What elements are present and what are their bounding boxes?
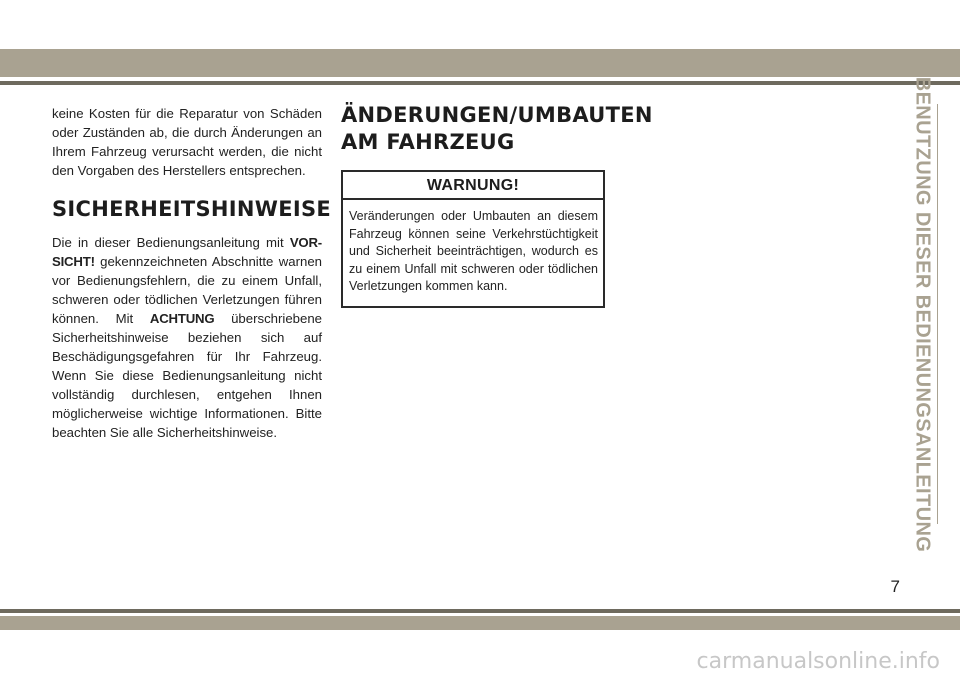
warning-box xyxy=(341,170,605,308)
modifications-heading-line1: ÄNDERUNGEN/UMBAUTEN xyxy=(341,103,653,127)
side-tab-rule xyxy=(937,104,938,524)
term-attention: ACHTUNG xyxy=(149,311,215,326)
footer-rule xyxy=(0,609,960,613)
modifications-heading xyxy=(341,102,653,156)
term-caution: VOR-SICHT! xyxy=(52,235,322,269)
page-number: 7 xyxy=(890,577,900,596)
warning-text: Veränderungen oder Umbauten an diesem Fahrzeug können seine Verkehrstüchtigkeit und Sicherheit beeinträchtigen, wodurch es zu einem Unfall mit schweren oder tödlichen Verletzungen kommen kann. xyxy=(349,209,598,293)
chapter-side-label: BENUTZUNG DIESER BEDIENUNGSANLEITUNG xyxy=(911,76,934,552)
watermark-text: carmanualsonline.info xyxy=(696,649,940,674)
intro-paragraph: keine Kosten für die Reparatur von Schäden oder Zuständen ab, die durch Änderungen an Ihrem Fahrzeug verursacht werden, die nicht den Vorgaben des Herstellers entsprechen. xyxy=(52,106,322,178)
safety-text-part1: Die in dieser Bedienungsanleitung mit xyxy=(52,235,290,250)
footer-band xyxy=(0,616,960,630)
left-column xyxy=(52,104,332,442)
modifications-heading-line2: AM FAHRZEUG xyxy=(341,130,515,154)
right-column xyxy=(341,102,653,308)
safety-text-part3: überschriebene Sicherheitshinweise beziehen sich auf Beschädigungsgefahren für Ihr Fahrzeug. Wenn Sie diese Bedienungsanleitung nicht vollständig durchlesen, entgehen Ihnen möglicherweise wichtige Informationen. Bitte beachten Sie alle Sicherheitshinweise. xyxy=(52,311,322,440)
safety-paragraph xyxy=(52,233,322,442)
safety-heading: SICHERHEITSHINWEISE xyxy=(52,197,332,221)
warning-title: WARNUNG! xyxy=(343,172,603,200)
safety-text-part2: gekennzeichneten Abschnitte warnen vor Bedienungsfehlern, die zu einem Unfall, schweren oder tödlichen Verletzungen führen können. Mit xyxy=(52,254,322,326)
header-band xyxy=(0,49,960,77)
header-rule xyxy=(0,81,960,85)
chapter-side-tab xyxy=(908,76,936,552)
